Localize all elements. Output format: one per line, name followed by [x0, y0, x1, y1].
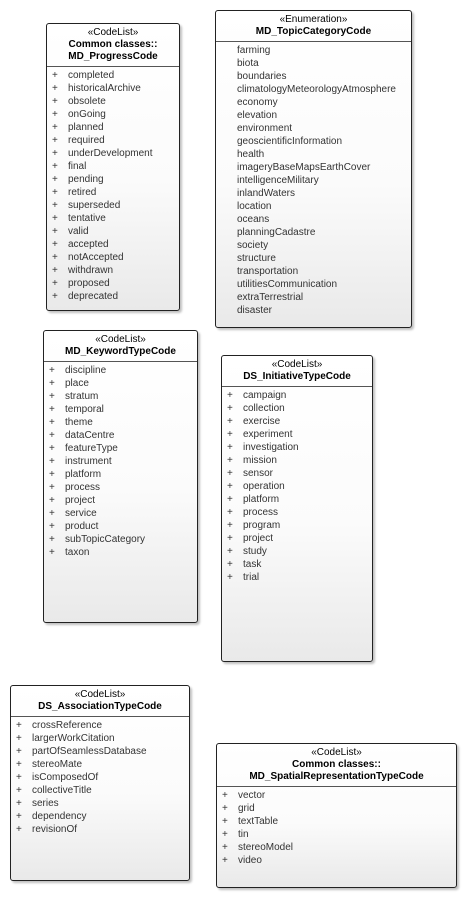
attribute-label: oceans [237, 214, 270, 225]
class-ds-association-type-code[interactable] [10, 685, 190, 881]
attribute-item[interactable] [222, 545, 372, 558]
stereotype-label: «CodeList» [311, 747, 362, 758]
attribute-label: task [243, 559, 262, 570]
attribute-item[interactable] [44, 481, 197, 494]
attribute-label: location [237, 201, 272, 212]
attribute-label: dataCentre [65, 430, 115, 441]
visibility-plus-icon: + [227, 390, 233, 401]
visibility-plus-icon: + [49, 521, 55, 532]
attribute-label: climatologyMeteorologyAtmosphere [237, 84, 396, 95]
visibility-plus-icon: + [16, 733, 22, 744]
attribute-item[interactable] [11, 758, 189, 771]
attribute-label: study [243, 546, 267, 557]
class-ds-initiative-type-code[interactable] [221, 355, 373, 662]
attribute-label: disaster [237, 305, 273, 316]
visibility-plus-icon: + [49, 391, 55, 402]
attribute-label: project [243, 533, 274, 544]
attribute-label: process [243, 507, 279, 518]
attribute-label: notAccepted [68, 252, 124, 263]
attribute-label: stereoMate [32, 759, 83, 770]
attribute-item[interactable] [216, 226, 411, 239]
class-name-line-1: MD_KeywordTypeCode [65, 346, 176, 357]
attribute-item[interactable] [44, 494, 197, 507]
visibility-plus-icon: + [222, 816, 228, 827]
attribute-label: farming [237, 45, 271, 56]
visibility-plus-icon: + [52, 226, 58, 237]
visibility-plus-icon: + [52, 109, 58, 120]
visibility-plus-icon: + [49, 456, 55, 467]
visibility-plus-icon: + [227, 546, 233, 557]
visibility-plus-icon: + [16, 759, 22, 770]
attribute-label: sensor [243, 468, 274, 479]
visibility-plus-icon: + [49, 378, 55, 389]
visibility-plus-icon: + [227, 416, 233, 427]
attribute-item[interactable] [47, 108, 179, 121]
attribute-label: partOfSeamlessDatabase [32, 746, 147, 757]
attribute-label: economy [237, 97, 278, 108]
visibility-plus-icon: + [16, 785, 22, 796]
attribute-item[interactable] [217, 854, 456, 867]
attribute-item[interactable] [44, 468, 197, 481]
attribute-list [217, 787, 456, 867]
attribute-label: deprecated [68, 291, 119, 302]
attribute-label: completed [68, 70, 115, 81]
attribute-label: place [65, 378, 89, 389]
attribute-item[interactable] [222, 454, 372, 467]
class-name-line-1: DS_AssociationTypeCode [38, 701, 162, 712]
attribute-label: exercise [243, 416, 281, 427]
attribute-list [222, 387, 372, 584]
attribute-item[interactable] [216, 213, 411, 226]
class-header [11, 686, 189, 717]
attribute-list [44, 362, 197, 559]
attribute-item[interactable] [216, 122, 411, 135]
visibility-plus-icon: + [52, 70, 58, 81]
attribute-item[interactable] [222, 467, 372, 480]
class-header [222, 356, 372, 387]
visibility-plus-icon: + [49, 404, 55, 415]
visibility-plus-icon: + [52, 213, 58, 224]
attribute-label: dependency [32, 811, 87, 822]
attribute-label: largerWorkCitation [32, 733, 115, 744]
class-md-spatial-representation-type-code[interactable] [216, 743, 457, 888]
attribute-item[interactable] [217, 841, 456, 854]
attribute-label: subTopicCategory [65, 534, 146, 545]
visibility-plus-icon: + [16, 824, 22, 835]
attribute-item[interactable] [47, 134, 179, 147]
visibility-plus-icon: + [52, 161, 58, 172]
attribute-item[interactable] [11, 823, 189, 836]
attribute-item[interactable] [11, 784, 189, 797]
class-name-line-1: MD_TopicCategoryCode [255, 26, 372, 37]
attribute-label: instrument [65, 456, 112, 467]
visibility-plus-icon: + [49, 417, 55, 428]
attribute-label: mission [243, 455, 277, 466]
attribute-item[interactable] [47, 160, 179, 173]
attribute-item[interactable] [222, 480, 372, 493]
visibility-plus-icon: + [227, 455, 233, 466]
attribute-label: isComposedOf [32, 772, 99, 783]
attribute-item[interactable] [216, 265, 411, 278]
attribute-item[interactable] [44, 377, 197, 390]
attribute-item[interactable] [11, 745, 189, 758]
attribute-label: grid [238, 803, 255, 814]
attribute-label: inlandWaters [237, 188, 295, 199]
attribute-label: stratum [65, 391, 99, 402]
attribute-label: onGoing [68, 109, 106, 120]
visibility-plus-icon: + [52, 174, 58, 185]
attribute-item[interactable] [217, 802, 456, 815]
attribute-label: operation [243, 481, 285, 492]
visibility-plus-icon: + [227, 533, 233, 544]
attribute-item[interactable] [216, 200, 411, 213]
attribute-item[interactable] [44, 533, 197, 546]
attribute-label: collectiveTitle [32, 785, 92, 796]
attribute-label: textTable [238, 816, 279, 827]
attribute-label: revisionOf [32, 824, 78, 835]
attribute-item[interactable] [47, 264, 179, 277]
visibility-plus-icon: + [52, 239, 58, 250]
attribute-label: accepted [68, 239, 109, 250]
attribute-list [216, 42, 411, 317]
visibility-plus-icon: + [49, 547, 55, 558]
attribute-item[interactable] [216, 44, 411, 57]
visibility-plus-icon: + [52, 122, 58, 133]
attribute-item[interactable] [47, 173, 179, 186]
class-md-progress-code[interactable] [46, 23, 180, 311]
attribute-item[interactable] [44, 442, 197, 455]
attribute-item[interactable] [216, 291, 411, 304]
attribute-label: product [65, 521, 99, 532]
attribute-item[interactable] [222, 441, 372, 454]
attribute-item[interactable] [222, 519, 372, 532]
attribute-item[interactable] [44, 390, 197, 403]
attribute-label: intelligenceMilitary [237, 175, 319, 186]
visibility-plus-icon: + [52, 96, 58, 107]
visibility-plus-icon: + [16, 746, 22, 757]
attribute-label: required [68, 135, 105, 146]
visibility-plus-icon: + [52, 252, 58, 263]
attribute-item[interactable] [47, 147, 179, 160]
attribute-list [47, 67, 179, 303]
attribute-label: tin [238, 829, 249, 840]
attribute-label: society [237, 240, 269, 251]
attribute-label: retired [68, 187, 97, 198]
attribute-label: underDevelopment [68, 148, 153, 159]
attribute-label: health [237, 149, 265, 160]
attribute-label: experiment [243, 429, 293, 440]
attribute-label: service [65, 508, 97, 519]
visibility-plus-icon: + [222, 803, 228, 814]
class-name-line-1: DS_InitiativeTypeCode [243, 371, 351, 382]
attribute-label: investigation [243, 442, 299, 453]
visibility-plus-icon: + [52, 187, 58, 198]
attribute-item[interactable] [216, 135, 411, 148]
attribute-label: stereoModel [238, 842, 294, 853]
attribute-label: elevation [237, 110, 278, 121]
attribute-item[interactable] [216, 239, 411, 252]
attribute-item[interactable] [216, 278, 411, 291]
attribute-item[interactable] [47, 212, 179, 225]
visibility-plus-icon: + [52, 278, 58, 289]
attribute-item[interactable] [47, 121, 179, 134]
visibility-plus-icon: + [227, 442, 233, 453]
class-name-line-2: MD_ProgressCode [68, 51, 158, 62]
attribute-label: boundaries [237, 71, 287, 82]
attribute-item[interactable] [11, 810, 189, 823]
attribute-label: trial [243, 572, 260, 583]
stereotype-label: «CodeList» [74, 689, 126, 700]
attribute-item[interactable] [44, 455, 197, 468]
attribute-label: environment [237, 123, 293, 134]
visibility-plus-icon: + [222, 829, 228, 840]
visibility-plus-icon: + [52, 83, 58, 94]
attribute-item[interactable] [44, 403, 197, 416]
attribute-item[interactable] [44, 364, 197, 377]
attribute-item[interactable] [222, 389, 372, 402]
attribute-label: geoscientificInformation [237, 136, 343, 147]
attribute-label: theme [65, 417, 93, 428]
attribute-label: superseded [68, 200, 121, 211]
visibility-plus-icon: + [222, 842, 228, 853]
visibility-plus-icon: + [227, 520, 233, 531]
class-header [217, 744, 456, 787]
visibility-plus-icon: + [222, 855, 228, 866]
attribute-item[interactable] [11, 797, 189, 810]
visibility-plus-icon: + [227, 559, 233, 570]
attribute-label: vector [238, 790, 266, 801]
class-md-topic-category-code[interactable] [215, 10, 412, 328]
attribute-label: imageryBaseMapsEarthCover [237, 162, 371, 173]
visibility-plus-icon: + [49, 495, 55, 506]
attribute-label: utilitiesCommunication [237, 279, 338, 290]
visibility-plus-icon: + [49, 430, 55, 441]
attribute-item[interactable] [44, 520, 197, 533]
attribute-item[interactable] [216, 109, 411, 122]
attribute-item[interactable] [47, 69, 179, 82]
attribute-item[interactable] [216, 96, 411, 109]
visibility-plus-icon: + [49, 365, 55, 376]
attribute-label: pending [68, 174, 104, 185]
attribute-label: process [65, 482, 101, 493]
visibility-plus-icon: + [52, 291, 58, 302]
visibility-plus-icon: + [49, 508, 55, 519]
attribute-item[interactable] [47, 95, 179, 108]
attribute-item[interactable] [47, 199, 179, 212]
attribute-label: valid [68, 226, 89, 237]
attribute-label: video [238, 855, 262, 866]
visibility-plus-icon: + [227, 429, 233, 440]
attribute-item[interactable] [44, 507, 197, 520]
class-header [216, 11, 411, 42]
visibility-plus-icon: + [16, 772, 22, 783]
attribute-label: obsolete [68, 96, 106, 107]
attribute-item[interactable] [216, 174, 411, 187]
attribute-item[interactable] [216, 161, 411, 174]
attribute-item[interactable] [216, 252, 411, 265]
visibility-plus-icon: + [16, 811, 22, 822]
visibility-plus-icon: + [16, 798, 22, 809]
attribute-item[interactable] [11, 771, 189, 784]
attribute-label: planned [68, 122, 104, 133]
attribute-item[interactable] [47, 82, 179, 95]
attribute-label: collection [243, 403, 285, 414]
attribute-item[interactable] [217, 815, 456, 828]
attribute-label: project [65, 495, 96, 506]
attribute-label: discipline [65, 365, 107, 376]
visibility-plus-icon: + [52, 135, 58, 146]
visibility-plus-icon: + [49, 469, 55, 480]
visibility-plus-icon: + [227, 481, 233, 492]
attribute-label: platform [65, 469, 102, 480]
visibility-plus-icon: + [52, 265, 58, 276]
attribute-item[interactable] [11, 732, 189, 745]
attribute-item[interactable] [47, 225, 179, 238]
attribute-item[interactable] [222, 506, 372, 519]
attribute-label: series [32, 798, 59, 809]
attribute-label: extraTerrestrial [237, 292, 304, 303]
attribute-label: final [68, 161, 87, 172]
stereotype-label: «CodeList» [87, 27, 139, 38]
attribute-label: platform [243, 494, 280, 505]
visibility-plus-icon: + [52, 200, 58, 211]
attribute-label: crossReference [32, 720, 103, 731]
attribute-item[interactable] [44, 429, 197, 442]
stereotype-label: «CodeList» [271, 359, 323, 370]
attribute-item[interactable] [216, 70, 411, 83]
attribute-item[interactable] [222, 402, 372, 415]
attribute-item[interactable] [47, 186, 179, 199]
attribute-label: transportation [237, 266, 299, 277]
visibility-plus-icon: + [227, 403, 233, 414]
attribute-item[interactable] [216, 187, 411, 200]
attribute-item[interactable] [47, 277, 179, 290]
class-md-keyword-type-code[interactable] [43, 330, 198, 623]
attribute-item[interactable] [222, 532, 372, 545]
attribute-item[interactable] [44, 546, 197, 559]
attribute-item[interactable] [216, 304, 411, 317]
class-name-line-1: Common classes:: [68, 39, 158, 50]
attribute-label: withdrawn [68, 265, 114, 276]
visibility-plus-icon: + [49, 443, 55, 454]
attribute-item[interactable] [216, 83, 411, 96]
attribute-label: temporal [65, 404, 104, 415]
visibility-plus-icon: + [227, 494, 233, 505]
attribute-label: planningCadastre [237, 227, 316, 238]
class-header [44, 331, 197, 362]
attribute-label: biota [237, 58, 259, 69]
class-header [47, 24, 179, 67]
class-name-line-1: Common classes:: [292, 759, 381, 770]
attribute-label: program [243, 520, 281, 531]
attribute-label: tentative [68, 213, 106, 224]
attribute-item[interactable] [222, 428, 372, 441]
attribute-label: historicalArchive [68, 83, 141, 94]
attribute-item[interactable] [217, 828, 456, 841]
attribute-label: featureType [65, 443, 118, 454]
visibility-plus-icon: + [227, 468, 233, 479]
class-name-line-2: MD_SpatialRepresentationTypeCode [249, 771, 424, 782]
visibility-plus-icon: + [16, 720, 22, 731]
attribute-item[interactable] [216, 148, 411, 161]
visibility-plus-icon: + [227, 507, 233, 518]
attribute-item[interactable] [11, 719, 189, 732]
visibility-plus-icon: + [222, 790, 228, 801]
visibility-plus-icon: + [49, 482, 55, 493]
attribute-item[interactable] [222, 558, 372, 571]
attribute-item[interactable] [47, 251, 179, 264]
visibility-plus-icon: + [52, 148, 58, 159]
attribute-item[interactable] [222, 493, 372, 506]
attribute-item[interactable] [217, 789, 456, 802]
visibility-plus-icon: + [227, 572, 233, 583]
attribute-item[interactable] [222, 415, 372, 428]
attribute-label: taxon [65, 547, 90, 558]
attribute-item[interactable] [222, 571, 372, 584]
attribute-label: campaign [243, 390, 287, 401]
attribute-item[interactable] [44, 416, 197, 429]
visibility-plus-icon: + [49, 534, 55, 545]
attribute-item[interactable] [216, 57, 411, 70]
stereotype-label: «Enumeration» [279, 14, 348, 25]
stereotype-label: «CodeList» [95, 334, 146, 345]
attribute-label: proposed [68, 278, 110, 289]
attribute-item[interactable] [47, 238, 179, 251]
attribute-list [11, 717, 189, 836]
attribute-item[interactable] [47, 290, 179, 303]
attribute-label: structure [237, 253, 276, 264]
